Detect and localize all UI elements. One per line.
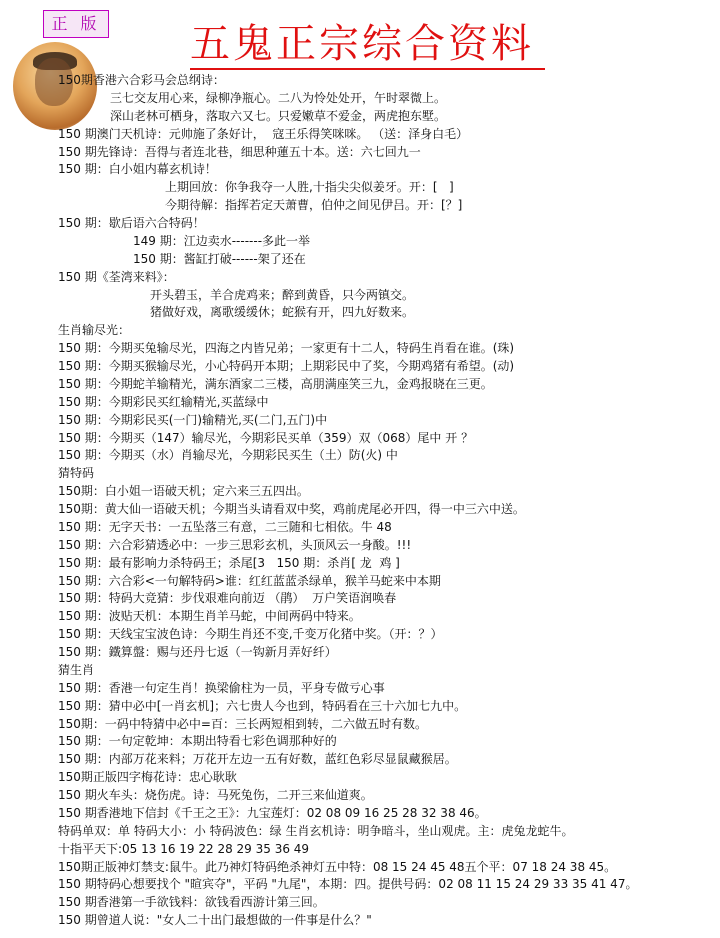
text-line: 猜生肖 <box>58 662 95 677</box>
page-title: 五鬼正宗综合资料 <box>190 21 534 67</box>
text-line: 猜特码 <box>58 466 95 481</box>
text-line: 150 期：今期买兔输尽光，四海之内皆兄弟；一家更有十二人，特码生肖看在谁。(珠) <box>58 341 515 356</box>
text-line: 150 期：今期彩民买(一门)输精光,买(二门,五门)中 <box>58 412 328 427</box>
text-line: 150 期：最有影响力杀特码王；杀尾[3 150 期：杀肖[ 龙 鸡 ] <box>58 555 400 570</box>
text-line: 150 期：鐵算盤：赐与还丹七返（一钩新月弄好纤） <box>58 645 337 659</box>
text-line: 150 期：六合彩猜透必中：一步三思彩玄机，头顶风云一身酸。!!! <box>58 537 412 552</box>
text-line: 149 期：江边卖水-------多此一举 <box>133 233 311 248</box>
text-line: 150 期：今期买（水）肖输尽光，今期彩民买生（土）防(火) 中 <box>58 448 398 463</box>
text-line: 特码单双：单 特码大小：小 特码波色：绿 生肖玄机诗：明争暗斗，坐山观虎。主：虎兔龙蛇牛。 <box>58 823 574 838</box>
text-line: 150 期：酱缸打破------架了还在 <box>133 251 306 266</box>
text-line: 150 期：波贴天机：本期生肖羊马蛇，中间两码中特来。 <box>58 609 361 624</box>
text-line: 猪做好戏，离歌缓缓休；蛇猴有开，四九好数来。 <box>150 305 415 320</box>
text-line: 150 期：无字天书：一五坠落三有意，二三随和七相依。牛 48 <box>58 519 392 534</box>
text-line: 150 期曾道人说："女人二十出门最想做的一件事是什么？" <box>58 913 372 928</box>
text-line: 十指平天下:05 13 16 19 22 28 29 35 36 49 <box>58 841 310 856</box>
text-line: 150期：黄大仙一语破天机；今期当头请看双中奖，鸡前虎尾必开四，得一中三六中送。 <box>58 502 525 516</box>
text-line: 150 期先锋诗：吾得与者连北巷，细思种蓮五十本。送：六七回九一 <box>58 144 421 159</box>
text-line: 150 期：天线宝宝波色诗：今期生肖还不变,千变万化猪中奖。（开：？） <box>58 627 443 642</box>
text-line: 150 期《荃湾来料》： <box>58 269 175 284</box>
text-line: 150 期香港地下信封《千王之王》：九宝莲灯：02 08 09 16 25 28 32 38 46。 <box>58 805 487 820</box>
text-line: 150期香港六合彩马会总纲诗： <box>58 73 225 87</box>
text-line: 150 期：今期蛇羊输精光，满东酒家二三楼，高朋满座笑三九，金鸡报晓在三更。 <box>58 376 493 391</box>
text-line: 150 期：香港一句定生肖！换梁偷柱为一员，平身专做亏心事 <box>58 680 385 695</box>
text-line: 150 期香港第一手欲钱料：欲钱看西游计第三回。 <box>58 895 325 910</box>
text-line: 150 期：今期买（147）输尽光，今期彩民买单（359）双（068）尾中 开 ？ <box>58 430 474 445</box>
title-underline <box>190 68 545 70</box>
text-line: 150 期：一句定乾坤：本期出特看七彩色调那种好的 <box>58 734 337 749</box>
text-line: 150 期：今期买猴输尽光，小心特码开本期；上期彩民中了奖，今期鸡猪有希望。(动) <box>58 359 515 373</box>
text-line: 150 期：白小姐内幕玄机诗！ <box>58 162 217 177</box>
text-line: 150 期特码心想要找个 "暄宾夺"，平码 "九尾"，本期：四。提供号码：02 08 11 15 24 29 33 35 41 47。 <box>58 877 638 892</box>
text-line: 150 期：歇后语六合特码！ <box>58 216 205 230</box>
text-line: 深山老林可栖身，落取六又七。只爱嫩草不爱金，两虎抱东墅。 <box>110 108 447 123</box>
text-line: 150 期：六合彩<一句解特码>谁：红红蓝蓝杀绿单，猴羊马蛇来中本期 <box>58 573 441 588</box>
text-line: 开头碧玉，羊合虎鸡来；醉到黄昏，只今两镇交。 <box>150 287 415 302</box>
text-line: 今期待解：指挥若定天萧曹，伯仲之间见伊吕。开：[？] <box>165 198 463 213</box>
text-line: 150 期：内部万花来料；万花开左边一五有好数，蓝红色彩尽显鼠藏猴居。 <box>58 752 457 767</box>
text-line: 150 期：猜中必中[一肖玄机]；六七贵人今也到，特码看在三十六加七九中。 <box>58 698 467 713</box>
text-line: 150 期火车头：烧伤虎。诗：马死兔伤，二开三来仙道爽。 <box>58 788 373 802</box>
text-line: 150 期澳门天机诗：元帅施了条好计， 寇王乐得笑咪咪。 （送：泽身白毛） <box>58 126 469 141</box>
text-line: 生肖输尽光： <box>58 323 131 338</box>
text-line: 150期正版神灯禁支:鼠牛。此乃神灯特码绝杀神灯五中特：08 15 24 45 48五个平：07 18 24 38 45。 <box>58 859 617 874</box>
text-line: 上期回放：你争我夺一人胜,十指尖尖似姜牙。开：[ ] <box>165 180 454 195</box>
text-line: 150 期：特码大竞猜：步伐艰难向前迈 （鹃） 万户笑语润唤春 <box>58 591 397 606</box>
text-line: 150期：一码中特猜中必中=百：三长两短相到转，二六做五时有数。 <box>58 716 427 731</box>
text-line: 三七交友用心来，绿柳净瓶心。二八为怜处处开，午时翠微上。 <box>110 90 447 105</box>
genuine-badge: 正 版 <box>43 10 109 38</box>
text-line: 150期：白小姐一语破天机；定六来三五四出。 <box>58 484 309 499</box>
text-line: 150 期：今期彩民买红输精光,买蓝绿中 <box>58 394 269 409</box>
text-line: 150期正版四字梅花诗：忠心耿耿 <box>58 770 237 785</box>
